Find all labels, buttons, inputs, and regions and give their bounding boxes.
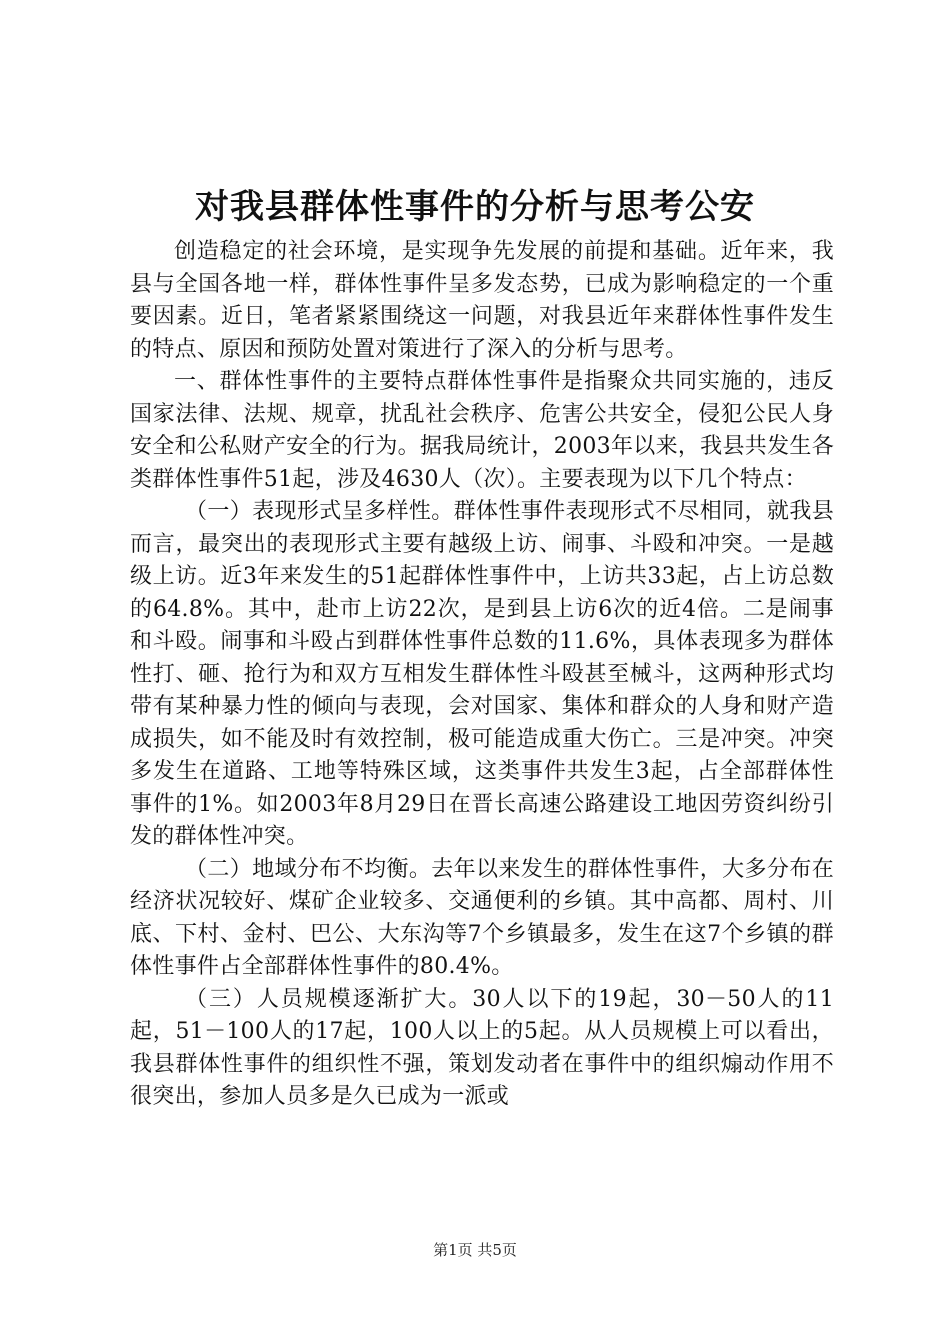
paragraph-point-two: （二）地域分布不均衡。去年以来发生的群体性事件，大多分布在经济状况较好、煤矿企业较多、交通便利的乡镇。其中高都、周村、川底、下村、金村、巴公、大东沟等7个乡镇最多，发生在这7个乡镇的群体性事件占全部群体性事件的80.4%。 <box>130 856 834 979</box>
page-number-footer: 第1页 共5页 <box>433 1241 517 1259</box>
paragraph-intro: 创造稳定的社会环境，是实现争先发展的前提和基础。近年来，我县与全国各地一样，群体性事件呈多发态势，已成为影响稳定的一个重要因素。近日，笔者紧紧围绕这一问题，对我县近年来群体性事件发生的特点、原因和预防处置对策进行了深入的分析与思考。 <box>130 239 834 362</box>
document-title: 对我县群体性事件的分析与思考公安 <box>195 187 755 227</box>
paragraph-point-three: （三）人员规模逐渐扩大。30人以下的19起，30－50人的11起，51－100人的17起，100人以上的5起。从人员规模上可以看出，我县群体性事件的组织性不强，策划发动者在事件中的组织煽动作用不很突出，参加人员多是久已成为一派或 <box>130 986 834 1109</box>
paragraph-section-one: 一、群体性事件的主要特点群体性事件是指聚众共同实施的，违反国家法律、法规、规章，扰乱社会秩序、危害公共安全，侵犯公民人身安全和公私财产安全的行为。据我局统计，2003年以来，我县共发生各类群体性事件51起，涉及4630人（次）。主要表现为以下几个特点： <box>130 369 834 492</box>
paragraph-point-one: （一）表现形式呈多样性。群体性事件表现形式不尽相同，就我县而言，最突出的表现形式主要有越级上访、闹事、斗殴和冲突。一是越级上访。近3年来发生的51起群体性事件中，上访共33起，占上访总数的64.8%。其中，赴市上访22次，是到县上访6次的近4倍。二是闹事和斗殴。闹事和斗殴占到群体性事件总数的11.6%，具体表现多为群体性打、砸、抢行为和双方互相发生群体性斗殴甚至械斗，这两种形式均带有某种暴力性的倾向与表现，会对国家、集体和群众的人身和财产造成损失，如不能及时有效控制，极可能造成重大伤亡。三是冲突。冲突多发生在道路、工地等特殊区域，这类事件共发生3起，占全部群体性事件的1%。如2003年8月29日在晋长高速公路建设工地因劳资纠纷引发的群体性冲突。 <box>130 499 834 849</box>
document-body <box>130 236 834 1114</box>
